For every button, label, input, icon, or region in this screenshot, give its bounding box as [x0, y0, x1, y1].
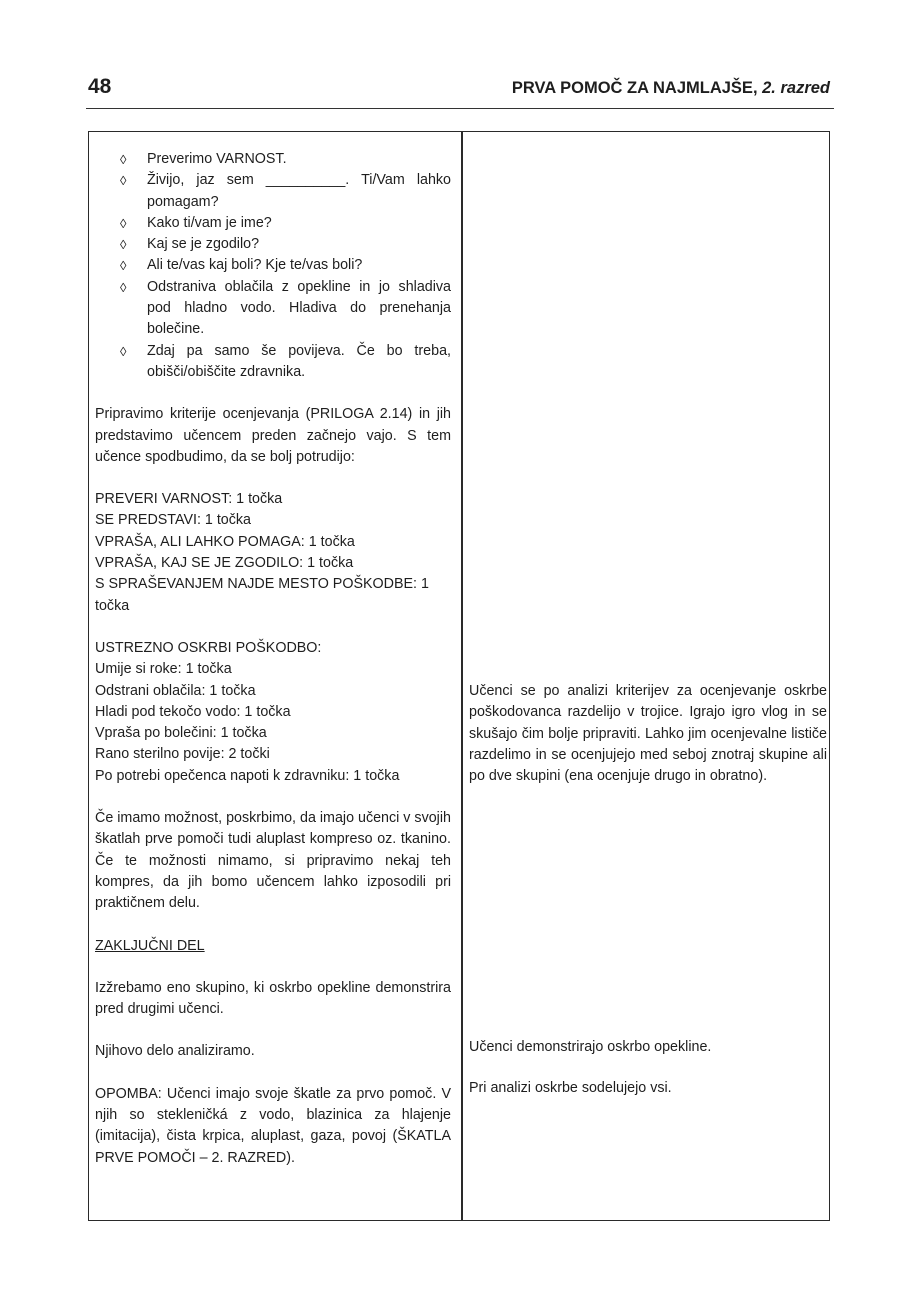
note-text: OPOMBA: Učenci imajo svoje škatle za prvo pomoč. V njih so stekleničká z vodo, blazinica za hlajenje (imitacija), čista krpica, aluplast, gaza, povoj (ŠKATLA PRVE POMOČI – 2. RAZRED). — [95, 1085, 451, 1166]
lesson-table — [88, 131, 830, 1221]
diamond-bullet-icon: ◊ — [120, 279, 127, 295]
diamond-bullet-icon: ◊ — [120, 343, 127, 359]
list-item: ◊ Ali te/vas kaj boli? Kje te/vas boli? — [95, 255, 451, 276]
list-item: ◊ Preverimo VARNOST. — [95, 149, 451, 170]
dialogue-steps-list — [95, 149, 451, 383]
criteria-item: VPRAŠA, ALI LAHKO POMAGA: 1 točka — [95, 533, 355, 550]
groups-text: Učenci se po analizi kriterijev za ocenjevanje oskrbe poškodovanca razdelijo v trojice. Igrajo igro vlog in se skušajo čim bolje pripraviti. Lahko jim ocenjevalne lističe razdelimo in se ocenjujejo med seboj znotraj skupine ali po dve skupini (ena ocenjuje drugo in obratno). — [469, 683, 827, 785]
page-number: 48 — [88, 75, 112, 98]
criteria-item: Po potrebi opečenca napoti k zdravniku: 1 točka — [95, 767, 400, 784]
care-heading: USTREZNO OSKRBI POŠKODBO: — [95, 639, 322, 656]
running-title-main: PRVA POMOČ ZA NAJMLAJŠE, — [511, 79, 758, 97]
criteria-basic-list — [95, 489, 451, 617]
criteria-item: Hladi pod tekočo vodo: 1 točka — [95, 703, 291, 720]
criteria-item: Vpraša po bolečini: 1 točka — [95, 725, 267, 742]
list-item: ◊ Odstraniva oblačila z opekline in jo shladiva pod hladno vodo. Hladiva do prenehanja bolečine. — [120, 278, 451, 338]
header-rule — [86, 108, 834, 109]
criteria-item: SE PREDSTAVI: 1 točka — [95, 512, 251, 529]
criteria-item: PREVERI VARNOST: 1 točka — [95, 491, 283, 508]
running-title — [512, 79, 830, 98]
demo-text: Učenci demonstrirajo oskrbo opekline. — [469, 1039, 712, 1055]
criteria-item: VPRAŠA, KAJ SE JE ZGODILO: 1 točka — [95, 555, 354, 572]
diamond-bullet-icon: ◊ — [120, 215, 127, 231]
criteria-item: Rano sterilno povije: 2 točki — [95, 746, 270, 763]
diamond-bullet-icon: ◊ — [120, 173, 127, 189]
list-item: ◊ Živijo, jaz sem __________. Ti/Vam lahko pomagam? — [120, 172, 451, 210]
closing-analyze-text: Njihovo delo analiziramo. — [95, 1043, 255, 1060]
list-item: ◊ Kako ti/vam je ime? — [95, 213, 451, 234]
diamond-bullet-icon: ◊ — [120, 258, 127, 274]
column-divider — [461, 132, 463, 1220]
care-criteria — [95, 638, 451, 787]
analysis-text: Pri analizi oskrbe sodelujejo vsi. — [469, 1080, 672, 1096]
diamond-bullet-icon: ◊ — [120, 237, 127, 253]
criteria-item: Umije si roke: 1 točka — [95, 661, 232, 678]
running-title-grade: 2. razred — [762, 79, 830, 97]
criteria-intro: Pripravimo kriterije ocenjevanja (PRILOGA 2.14) in jih predstavimo učencem preden začnejo vajo. S tem učence spodbudimo, da se bolj potrudijo: — [95, 406, 451, 465]
diamond-bullet-icon: ◊ — [120, 152, 127, 167]
closing-heading: ZAKLJUČNI DEL — [95, 937, 205, 954]
list-item: ◊ Zdaj pa samo še povijeva. Če bo treba, obišči/obiščite zdravnika. — [120, 342, 451, 380]
criteria-item: Odstrani oblačila: 1 točka — [95, 682, 256, 699]
supplies-note: Če imamo možnost, poskrbimo, da imajo učenci v svojih škatlah prve pomoči tudi aluplast kompreso oz. tkanino. Če te možnosti nimamo, si pripravimo nekaj teh kompres, da jih bomo učencem lahko izposodili pri praktičnem delu. — [95, 810, 451, 912]
criteria-item: S SPRAŠEVANJEM NAJDE MESTO POŠKODBE: 1 točka — [95, 576, 429, 614]
teacher-column — [95, 149, 451, 1169]
list-item: ◊ Kaj se je zgodilo? — [95, 234, 451, 255]
closing-draw-text: Izžrebamo eno skupino, ki oskrbo opekline demonstrira pred drugimi učenci. — [95, 979, 451, 1018]
